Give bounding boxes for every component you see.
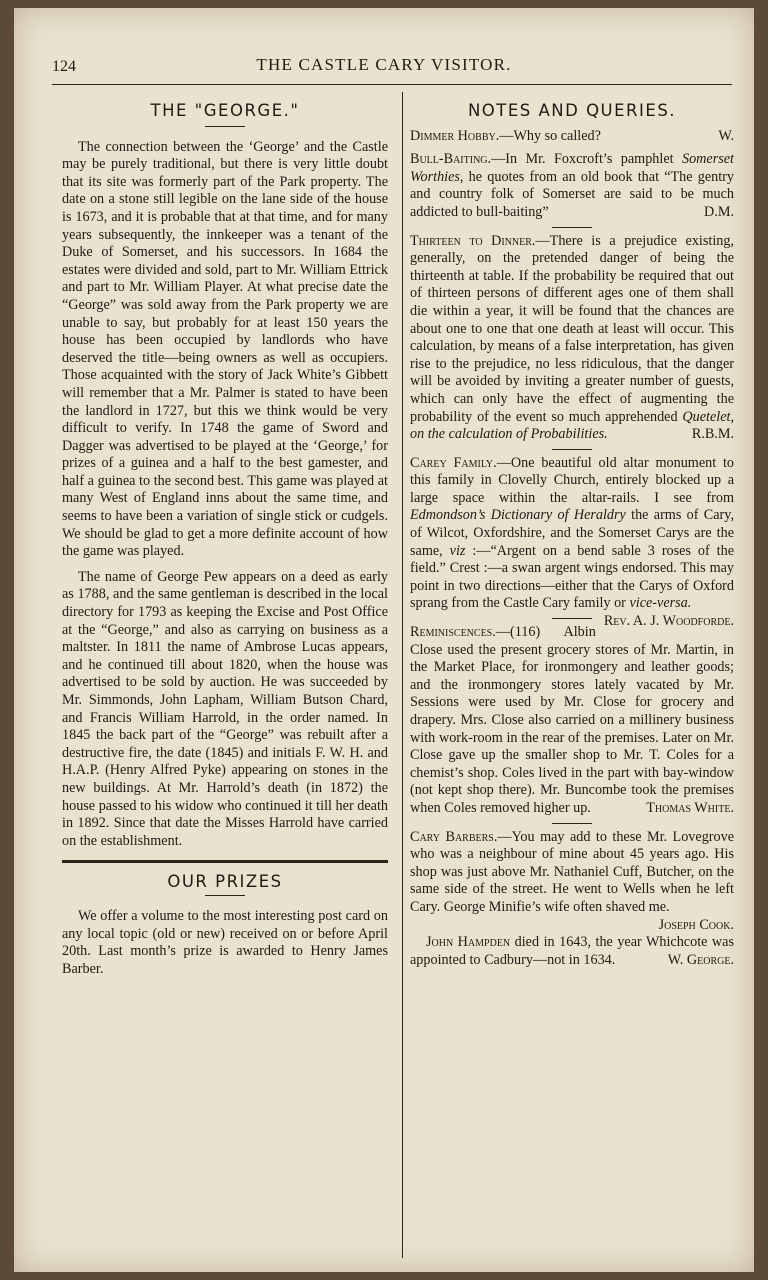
note-reminiscences <box>410 624 734 818</box>
note-italic: vice-versa. <box>629 595 692 612</box>
column-divider <box>402 92 403 1258</box>
article-paragraph-1: The connection between the ‘George’ and the Castle may be purely traditional, but there is very little doubt that its site was formerly part of the Park property. The date on a stone still legible on the lane side of the house is 1673, and it is probable that at that time, and for many years subsequently, the innkeeper was a tenant of the Duke of Somerset, and his successors. In 1684 the estates were divided and sold, part to Mr. William Ettrick and part to Mr. William Player. At what precise date the “George” was sold away from the Park property we are unable to say, but probably for at least 150 years the house has been occupied by landlords who have deserved the title—being owners as well as occupiers. Those acquainted with the story of Jack White’s Gibbett will remember that a Mr. Palmer is stated to have been the landlord in 1727, but this we think would be very difficult to verify. In 1748 the game of Sword and Dagger was advertised to be played at the ‘George,’ for prizes of a guinea and a half to the best gamester, and half a guinea to the second best. This game was played at many West of England inns about the same time, and seems to have been a variation of single stick or cudgels. We should be glad to get a more definite account of how the game was played. <box>62 138 388 560</box>
note-dimmer-hobby <box>410 128 734 146</box>
notes-title: NOTES AND QUERIES. <box>467 101 677 120</box>
note-separator <box>552 227 592 228</box>
note-thirteen-to-dinner <box>410 233 734 444</box>
prizes-rule <box>205 895 245 896</box>
note-italic: viz <box>449 542 466 559</box>
left-column <box>62 96 388 978</box>
note-signature: D.M. <box>704 203 734 220</box>
page-number: 124 <box>52 58 76 75</box>
note-text: —There is a prejudice existing, generally, on the pretended danger of being the thirteenth at table. If the probability be required that out of thirteen persons of different ages one of them shall die within a year, it will be found that the chances are about one to one that one death at least will occur. This calculation, by means of a false interpretation, has given rise to the prejudice, no less ridiculous, that the danger will be avoided by inviting a greater number of guests, which can only have the effect of augmenting the probability of the event so much apprehended <box>410 232 735 425</box>
prizes-title: OUR PRIZES <box>167 872 283 892</box>
note-cary-barbers <box>410 829 734 935</box>
article-paragraph-2: The name of George Pew appears on a deed as early as 1788, and the same gentleman is described in the local directory for 1793 as keeping the Excise and Post Office at the “George,” and also as carrying on business as a maltster. In 1811 the name of Ambrose Lucas appears, and he continued till about 1820, when the house was advertised to be sold by auction. He was succeeded by Mr. Simmonds, John Lapham, William Butson Chard, and Francis William Harrold, in the order named. In 1845 the back part of the “George” was rebuilt after a destructive fire, the date (1845) and initials F. W. H. and H.A.P. (Henry Alfred Pyke) appearing on stones in the new buildings. At Mr. Harrold’s death (in 1872) the house passed to his widow who continued it till her death in 1892. Since that date the Misses Harrold have carried on the establishment. <box>62 568 388 849</box>
note-text: —You may add to these Mr. Lovegrove who was a neighbour of mine about 45 years ago. His shop was just above Mr. Nathaniel Cuff, Butcher, on the same side of the street. He went to Wells when he left Cary. George Minifie’s wife often shaved me. <box>410 828 735 915</box>
note-separator <box>552 449 592 450</box>
note-signature: W. <box>718 127 734 144</box>
note-heading: Thirteen to Dinner. <box>410 232 536 249</box>
note-signature: Rev. A. J. Woodforde. <box>603 613 734 630</box>
note-text: —In Mr. Foxcroft’s pamphlet <box>491 151 682 168</box>
note-signature: Joseph Cook. <box>658 916 734 933</box>
note-hampden <box>410 934 734 969</box>
note-text: the arms of Cary, of Wilcot, Oxfordshire, and the Somerset Carys are the same, <box>410 507 734 559</box>
note-heading: Carey Family. <box>410 454 497 471</box>
note-carey-family <box>410 454 734 630</box>
note-separator <box>552 823 592 824</box>
note-text: died in 1643, the year Whichcote was appointed to Cadbury—not in 1634. <box>410 934 734 968</box>
note-text: :—“Argent on a bend sable 3 roses of the field.” Crest :—a swan argent wings endorsed. This may point in two directions—either that the Carys of Oxford sprang from the Castle Cary family or <box>410 542 734 612</box>
note-signature: Thomas White. <box>646 799 734 816</box>
note-text: he quotes from an old book that “The gentry and country folk of Somerset are said to be much addicted to bull-baiting” <box>410 168 734 220</box>
page <box>14 8 754 1272</box>
note-signature: R.B.M. <box>691 426 734 443</box>
note-signature: W. George. <box>667 951 734 968</box>
note-heading: Bull-Baiting. <box>410 151 492 168</box>
note-text: —(116) Albin Close used the present grocery stores of Mr. Martin, in the Market Place, for ironmongery and leather goods; and the ironmongery stores lately vacated by Mr. Sessions were used by Mr. Close for grocery and drapery. Mrs. Close also carried on a millinery business with work-room in the rear of the premises. Later on Mr. Close gave up the smaller shop to Mr. T. Coles for a chemist’s shop. Coles lived in the part with bay-window (not kept shop there). Mr. Buncombe took the premises when Coles removed higher up. <box>410 624 734 816</box>
right-column <box>410 96 734 969</box>
note-text: —One beautiful old altar monument to this family in Clovelly Church, entirely blocked up a large space within the altar-rails. I see from <box>410 454 734 506</box>
note-italic: Edmondson’s Dictionary of Heraldry <box>410 507 626 524</box>
prizes-text: We offer a volume to the most interesting post card on any local topic (old or new) received on or before April 20th. Last month’s prize is awarded to Henry James Barber. <box>62 907 388 977</box>
section-divider <box>62 860 388 863</box>
title-rule <box>205 126 245 127</box>
article-title: THE "GEORGE." <box>150 101 300 120</box>
note-heading: Reminiscences. <box>410 624 496 641</box>
running-header: THE CASTLE CARY VISITOR. <box>256 55 512 74</box>
header-rule <box>52 84 732 85</box>
note-heading: John Hampden <box>426 934 511 951</box>
note-text: —Why so called? <box>499 127 601 144</box>
note-italic: Somerset Worthies, <box>410 151 734 185</box>
note-separator <box>552 618 592 619</box>
note-heading: Dimmer Hobby. <box>410 127 500 144</box>
note-heading: Cary Barbers. <box>410 828 498 845</box>
note-italic: Quetelet, on the calculation of Probabilities. <box>410 408 734 443</box>
note-bull-baiting <box>410 151 734 221</box>
